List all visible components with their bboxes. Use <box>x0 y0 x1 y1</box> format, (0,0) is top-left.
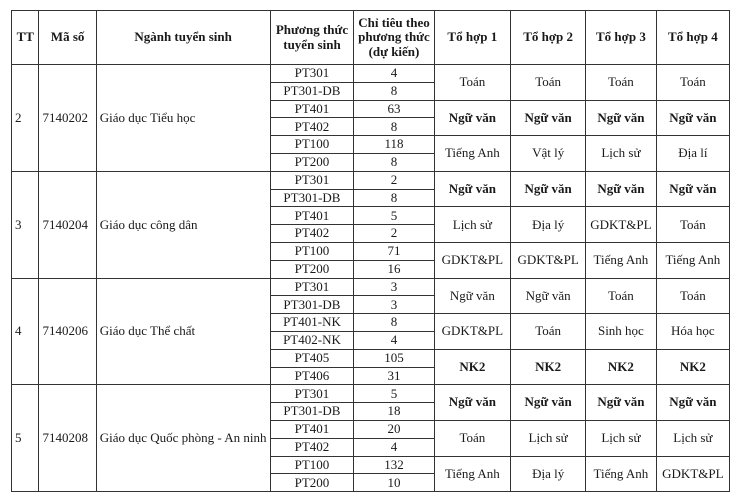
subject-combo-1: Toán <box>434 65 511 101</box>
subject-combo-3: Lịch sử <box>586 136 657 172</box>
subject-combo-3: Tiếng Anh <box>586 242 657 278</box>
admission-method: PT301-DB <box>270 189 354 207</box>
admission-method: PT301-DB <box>270 82 354 100</box>
quota-value: 2 <box>354 171 434 189</box>
subject-combo-1: Ngữ văn <box>434 100 511 136</box>
admission-method: PT402 <box>270 118 354 136</box>
subject-combo-2: Toán <box>511 65 586 101</box>
admission-method: PT100 <box>270 456 354 474</box>
subject-combo-3: GDKT&PL <box>586 207 657 243</box>
quota-value: 8 <box>354 118 434 136</box>
header-combo-3: Tổ hợp 3 <box>586 11 657 65</box>
quota-value: 8 <box>354 314 434 332</box>
subject-combo-1: Ngữ văn <box>434 385 511 421</box>
subject-combo-3: Sinh học <box>586 314 657 350</box>
table-row <box>12 385 730 403</box>
admission-method: PT100 <box>270 136 354 154</box>
quota-value: 71 <box>354 242 434 260</box>
subject-combo-4: Ngữ văn <box>656 100 729 136</box>
admission-method: PT401 <box>270 100 354 118</box>
subject-combo-3: Lịch sử <box>586 420 657 456</box>
table-body <box>12 65 730 492</box>
admission-method: PT406 <box>270 367 354 385</box>
quota-value: 4 <box>354 438 434 456</box>
subject-combo-2: Ngữ văn <box>511 171 586 207</box>
major-code: 7140206 <box>39 278 96 385</box>
subject-combo-1: NK2 <box>434 349 511 385</box>
subject-combo-4: Tiếng Anh <box>656 242 729 278</box>
subject-combo-1: Lịch sử <box>434 207 511 243</box>
admission-table <box>11 10 730 492</box>
subject-combo-4: Toán <box>656 65 729 101</box>
subject-combo-4: Ngữ văn <box>656 385 729 421</box>
major-code: 7140208 <box>39 385 96 492</box>
table-row <box>12 65 730 83</box>
subject-combo-2: Địa lý <box>511 207 586 243</box>
quota-value: 5 <box>354 385 434 403</box>
header-row <box>12 11 730 65</box>
major-name: Giáo dục Thể chất <box>96 278 270 385</box>
quota-value: 31 <box>354 367 434 385</box>
admission-method: PT402 <box>270 225 354 243</box>
admission-method: PT301-DB <box>270 296 354 314</box>
major-code: 7140204 <box>39 171 96 278</box>
subject-combo-4: Toán <box>656 207 729 243</box>
admission-method: PT301 <box>270 171 354 189</box>
row-number: 3 <box>12 171 39 278</box>
subject-combo-4: Hóa học <box>656 314 729 350</box>
admission-method: PT401 <box>270 207 354 225</box>
subject-combo-2: Địa lý <box>511 456 586 492</box>
row-number: 2 <box>12 65 39 172</box>
admission-method: PT401 <box>270 420 354 438</box>
header-tt: TT <box>12 11 39 65</box>
quota-value: 132 <box>354 456 434 474</box>
quota-value: 4 <box>354 331 434 349</box>
quota-value: 3 <box>354 278 434 296</box>
subject-combo-4: Lịch sử <box>656 420 729 456</box>
subject-combo-1: Tiếng Anh <box>434 456 511 492</box>
subject-combo-2: Lịch sử <box>511 420 586 456</box>
admission-method: PT301 <box>270 278 354 296</box>
subject-combo-2: Toán <box>511 314 586 350</box>
header-major: Ngành tuyển sinh <box>96 11 270 65</box>
quota-value: 20 <box>354 420 434 438</box>
subject-combo-3: Ngữ văn <box>586 100 657 136</box>
quota-value: 63 <box>354 100 434 118</box>
admission-method: PT301 <box>270 385 354 403</box>
header-combo-2: Tổ hợp 2 <box>511 11 586 65</box>
header-combo-4: Tổ hợp 4 <box>656 11 729 65</box>
admission-method: PT100 <box>270 242 354 260</box>
quota-value: 105 <box>354 349 434 367</box>
quota-value: 5 <box>354 207 434 225</box>
subject-combo-1: GDKT&PL <box>434 314 511 350</box>
admission-method: PT301-DB <box>270 403 354 421</box>
quota-value: 2 <box>354 225 434 243</box>
header-quota: Chỉ tiêu theo phương thức (dự kiến) <box>354 11 434 65</box>
subject-combo-3: NK2 <box>586 349 657 385</box>
subject-combo-2: NK2 <box>511 349 586 385</box>
subject-combo-4: Ngữ văn <box>656 171 729 207</box>
subject-combo-4: GDKT&PL <box>656 456 729 492</box>
admission-method: PT402 <box>270 438 354 456</box>
quota-value: 16 <box>354 260 434 278</box>
subject-combo-1: GDKT&PL <box>434 242 511 278</box>
row-number: 4 <box>12 278 39 385</box>
subject-combo-1: Tiếng Anh <box>434 136 511 172</box>
major-name: Giáo dục Tiểu học <box>96 65 270 172</box>
subject-combo-1: Ngữ văn <box>434 278 511 314</box>
table-row <box>12 171 730 189</box>
admission-method: PT401-NK <box>270 314 354 332</box>
subject-combo-3: Ngữ văn <box>586 385 657 421</box>
subject-combo-4: NK2 <box>656 349 729 385</box>
subject-combo-4: Địa lí <box>656 136 729 172</box>
header-combo-1: Tổ hợp 1 <box>434 11 511 65</box>
row-number: 5 <box>12 385 39 492</box>
subject-combo-2: Ngữ văn <box>511 100 586 136</box>
quota-value: 118 <box>354 136 434 154</box>
admission-method: PT301 <box>270 65 354 83</box>
subject-combo-2: Ngữ văn <box>511 385 586 421</box>
admission-method: PT200 <box>270 153 354 171</box>
admission-method: PT405 <box>270 349 354 367</box>
header-method: Phương thức tuyển sinh <box>270 11 354 65</box>
header-code: Mã số <box>39 11 96 65</box>
subject-combo-3: Tiếng Anh <box>586 456 657 492</box>
subject-combo-3: Ngữ văn <box>586 171 657 207</box>
quota-value: 10 <box>354 474 434 492</box>
subject-combo-2: Vật lý <box>511 136 586 172</box>
subject-combo-2: GDKT&PL <box>511 242 586 278</box>
subject-combo-3: Toán <box>586 65 657 101</box>
quota-value: 18 <box>354 403 434 421</box>
quota-value: 3 <box>354 296 434 314</box>
subject-combo-4: Toán <box>656 278 729 314</box>
subject-combo-3: Toán <box>586 278 657 314</box>
table-row <box>12 278 730 296</box>
subject-combo-1: Ngữ văn <box>434 171 511 207</box>
quota-value: 4 <box>354 65 434 83</box>
subject-combo-2: Ngữ văn <box>511 278 586 314</box>
admission-method: PT200 <box>270 260 354 278</box>
quota-value: 8 <box>354 82 434 100</box>
major-name: Giáo dục công dân <box>96 171 270 278</box>
subject-combo-1: Toán <box>434 420 511 456</box>
major-code: 7140202 <box>39 65 96 172</box>
admission-method: PT402-NK <box>270 331 354 349</box>
major-name: Giáo dục Quốc phòng - An ninh <box>96 385 270 492</box>
admission-method: PT200 <box>270 474 354 492</box>
quota-value: 8 <box>354 153 434 171</box>
quota-value: 8 <box>354 189 434 207</box>
